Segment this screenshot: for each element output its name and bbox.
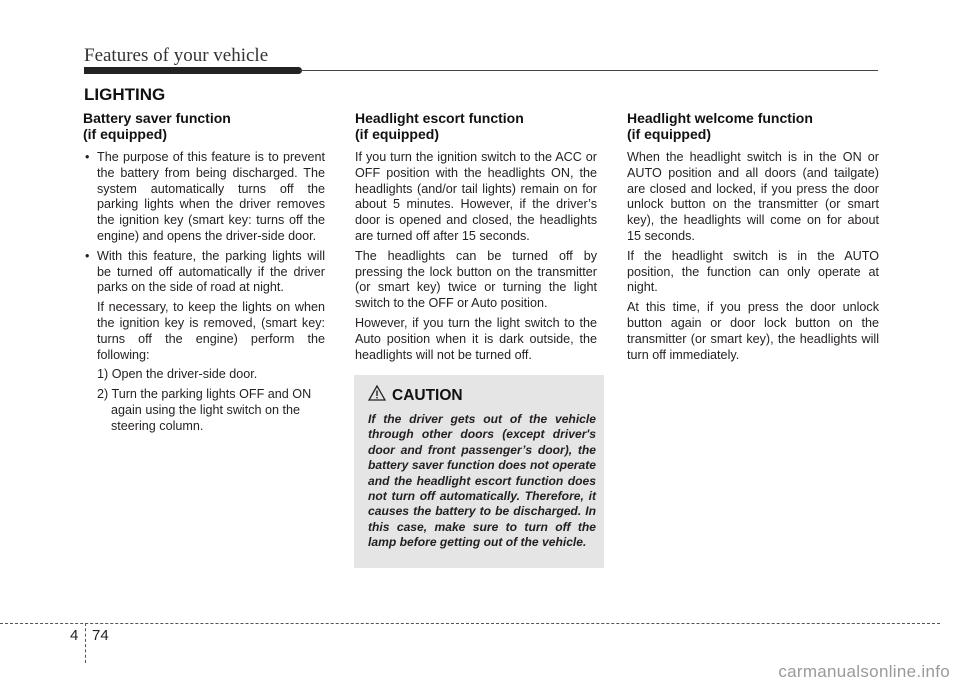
bullet-text: • With this feature, the parking lights will be turned off automatically if the driver parks on the side of road at night. (97, 248, 325, 295)
step-1: 1) Open the driver-side door. (97, 367, 258, 382)
paragraph: When the headlight switch is in the ON or AUTO position and all doors (and tailgate) are closed and locked, if you press the door unlock button on the transmitter (or smart key), the headlights will come on for about 15 seconds. (627, 150, 879, 243)
list-item (83, 150, 325, 245)
column-headlight-escort (355, 110, 597, 367)
paragraph: At this time, if you press the door unlock button again or door lock button on the transmitter (or smart key), the headlights will turn off immediately. (627, 300, 879, 362)
headlight-escort-heading (355, 110, 597, 142)
heading-line2: (if equipped) (83, 126, 167, 142)
heading-line1: Headlight welcome function (627, 110, 813, 126)
heading-line1: Headlight escort function (355, 110, 524, 126)
list-item (83, 249, 325, 435)
footer-rule (0, 623, 940, 624)
paragraph: If you turn the ignition switch to the ACC or OFF position with the headlights ON, the headlights (and/or tail lights) remain on for about 5 minutes. However, if the driver’s door is opened and closed, the headlights are turned off after 15 seconds. (355, 150, 597, 243)
footer-divider (85, 623, 86, 663)
headlight-welcome-heading (627, 110, 879, 142)
heading-line2: (if equipped) (355, 126, 439, 142)
caution-header (368, 385, 596, 406)
bullet-list (83, 150, 325, 435)
paragraph: The headlights can be turned off by pressing the lock button on the transmitter (or smart key) twice or turning the light switch to the OFF or Auto position. (355, 248, 597, 311)
heading-line2: (if equipped) (627, 126, 711, 142)
bullet-text: • The purpose of this feature is to prevent the battery from being discharged. The system automatically turns off the parking lights when the driver removes the ignition key (smart key: turns off the engine) and opens the driver-side door. (97, 150, 325, 243)
header-bar (84, 67, 302, 74)
paragraph: However, if you turn the light switch to the Auto position when it is dark outside, the headlights will not be turned off. (355, 315, 597, 362)
column-headlight-welcome (627, 110, 879, 367)
warning-triangle-icon (368, 385, 386, 406)
caution-title: CAUTION (392, 386, 463, 404)
paragraph: If the headlight switch is in the AUTO position, the function can only operate at night. (627, 248, 879, 295)
heading-line1: Battery saver function (83, 110, 231, 126)
section-title: LIGHTING (84, 85, 166, 104)
caution-box (354, 375, 604, 568)
page-header-title: Features of your vehicle (84, 45, 269, 66)
page-number: 74 (92, 627, 109, 644)
header-rule (300, 70, 878, 71)
battery-saver-heading (83, 110, 325, 142)
column-battery-saver (83, 110, 325, 439)
chapter-number: 4 (70, 627, 79, 644)
step-2: 2) Turn the parking lights OFF and ON again using the light switch on the steering column. (97, 387, 312, 433)
bullet-paragraph: If necessary, to keep the lights on when the ignition key is removed, (smart key: turns off the engine) perform the following: (97, 300, 325, 362)
caution-text: If the driver gets out of the vehicle through other doors (except driver's door and front passenger’s door), the battery saver function does not operate and the headlight escort function does not turn off automatically. Therefore, it causes the battery to be discharged. In this case, make sure to turn off the lamp before getting out of the vehicle. (368, 412, 596, 550)
watermark: carmanualsonline.info (778, 662, 950, 681)
